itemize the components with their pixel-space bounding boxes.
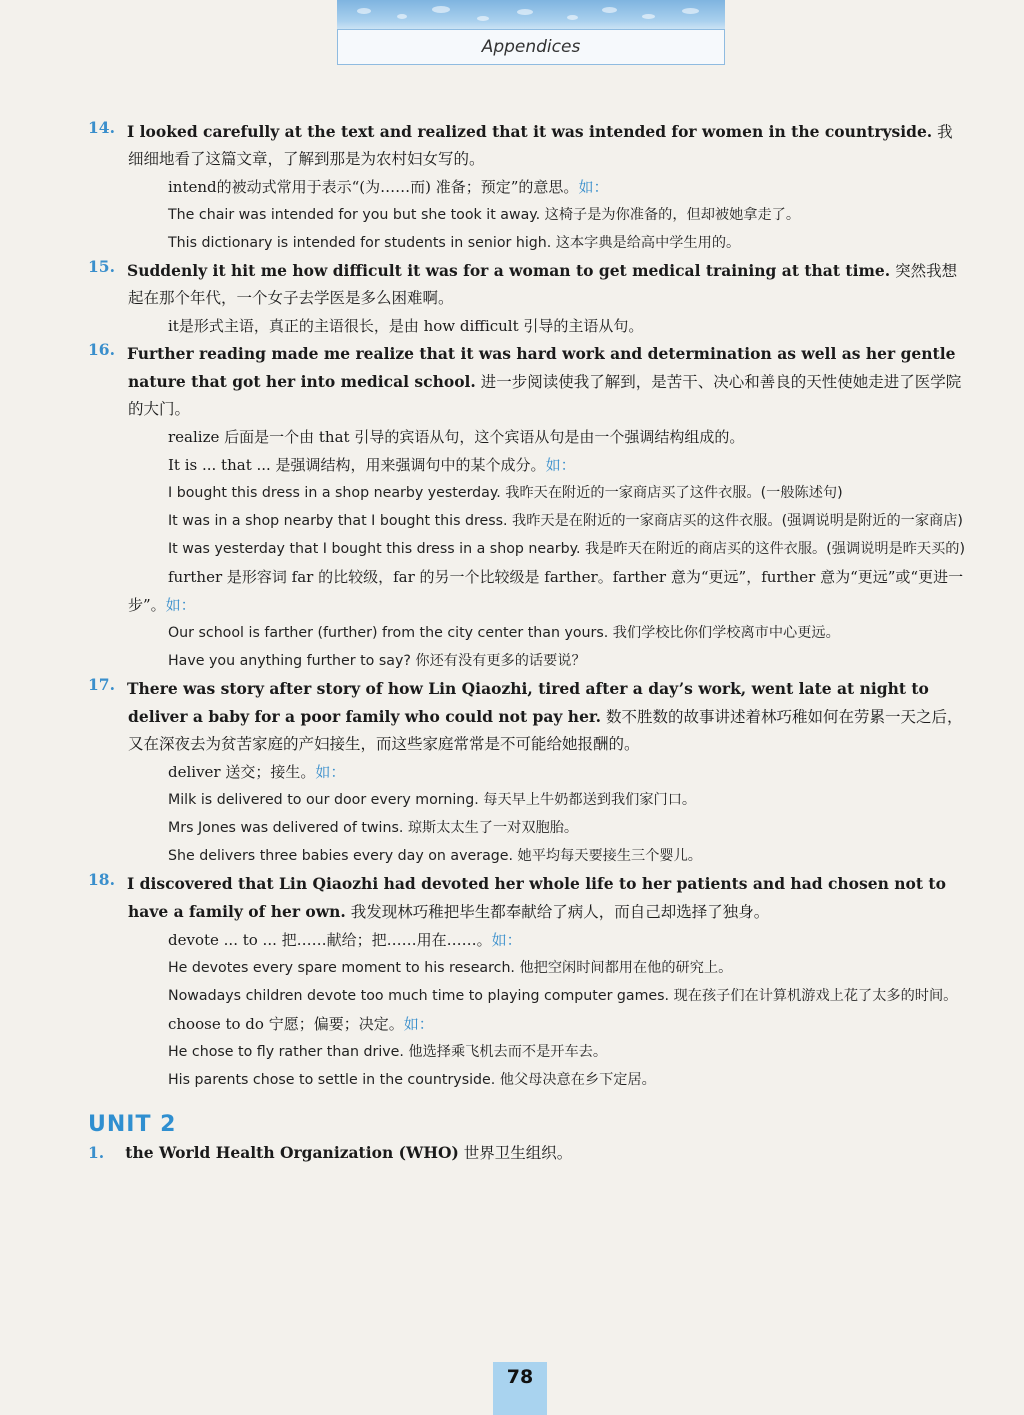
sentence-chinese: 数不胜数的故事讲述着林巧稚如何在劳累一天之后，又在深夜去为贫苦家庭的产妇接生，而这些家庭常常是不可能给她报酬的。: [128, 708, 963, 753]
entry-sentence: [88, 675, 968, 758]
entry-number: 1.: [88, 1143, 105, 1162]
sentence-english: Further reading made me realize that it was hard work and determination as well as her gentle nature that got her into medical school.: [127, 344, 956, 391]
entry-number: 14.: [88, 118, 115, 137]
example-line: This dictionary is intended for students in senior high. 这本字典是给高中学生用的。: [168, 235, 741, 251]
entry-number: 18.: [88, 870, 115, 889]
sentence-english: I looked carefully at the text and realized that it was intended for women in the countryside.: [127, 122, 933, 141]
entry-14: [88, 118, 968, 257]
entry-note: choose to do 宁愿；偏要；决定。如：: [168, 1015, 434, 1033]
entry-16: [88, 340, 968, 675]
example-line: Milk is delivered to our door every morning. 每天早上牛奶都送到我们家门口。: [168, 792, 697, 808]
entry-note: It is ... that ... 是强调结构，用来强调句中的某个成分。如：: [168, 456, 576, 474]
example-line: Our school is farther (further) from the city center than yours. 我们学校比你们学校离市中心更远。: [168, 625, 840, 641]
entry-sentence: [88, 118, 968, 173]
sentence-english: I discovered that Lin Qiaozhi had devoted her whole life to her patients and had chosen not to have a family of her own.: [127, 874, 946, 921]
example-line: It was in a shop nearby that I bought this dress. 我昨天是在附近的一家商店买的这件衣服。(强调说明是附近的一家商店): [168, 513, 963, 529]
entry-number: 16.: [88, 340, 115, 359]
item-english: the World Health Organization (WHO): [125, 1143, 459, 1162]
entry-sentence: [88, 257, 968, 312]
item-chinese: 世界卫生组织。: [463, 1144, 573, 1162]
sentence-chinese: 进一步阅读使我了解到，是苦干、决心和善良的天性使她走进了医学院的大门。: [128, 373, 962, 418]
example-line: Have you anything further to say? 你还有没有更多的话要说？: [168, 653, 586, 669]
example-line: His parents chose to settle in the countryside. 他父母决意在乡下定居。: [168, 1072, 656, 1088]
entry-note: further 是形容词 far 的比较级，far 的另一个比较级是 farther。farther 意为“更远”，further 意为“更远”或“更进一步”。如：: [128, 568, 964, 614]
entry-note: intend的被动式常用于表示“(为……而) 准备；预定”的意思。如：: [168, 178, 609, 196]
example-line: He chose to fly rather than drive. 他选择乘飞机去而不是开车去。: [168, 1044, 608, 1060]
page-content: [88, 118, 968, 1163]
entry-number: 17.: [88, 675, 115, 694]
entry-15: [88, 257, 968, 340]
sentence-chinese: 突然我想起在那个年代，一个女子去学医是多么困难啊。: [128, 262, 958, 307]
page-number: 78: [506, 1366, 534, 1388]
example-line: Mrs Jones was delivered of twins. 琼斯太太生了一对双胞胎。: [168, 820, 579, 836]
entry-note: it是形式主语，真正的主语很长，是由 how difficult 引导的主语从句。: [168, 317, 644, 335]
example-line: It was yesterday that I bought this dress in a shop nearby. 我是昨天在附近的商店买的这件衣服。(强调说明是昨天买的): [168, 541, 965, 557]
running-header: [337, 29, 725, 65]
header-decoration: [337, 0, 725, 30]
entry-18: [88, 870, 968, 1094]
example-line: The chair was intended for you but she took it away. 这椅子是为你准备的，但却被她拿走了。: [168, 207, 801, 223]
sentence-chinese: 我发现林巧稚把毕生都奉献给了病人，而自己却选择了独身。: [350, 903, 770, 921]
unit-item-1: [88, 1141, 968, 1163]
entry-sentence: [88, 340, 968, 423]
sentence-english: Suddenly it hit me how difficult it was for a woman to get medical training at that time.: [127, 261, 891, 280]
entry-17: [88, 675, 968, 870]
example-line: She delivers three babies every day on average. 她平均每天要接生三个婴儿。: [168, 848, 702, 864]
entry-note: realize 后面是一个由 that 引导的宾语从句，这个宾语从句是由一个强调结构组成的。: [168, 428, 745, 446]
example-line: I bought this dress in a shop nearby yesterday. 我昨天在附近的一家商店买了这件衣服。(一般陈述句): [168, 485, 843, 501]
unit-heading: UNIT 2: [88, 1112, 177, 1137]
entry-number: 15.: [88, 257, 115, 276]
page-number-box: [493, 1362, 547, 1415]
example-line: He devotes every spare moment to his research. 他把空闲时间都用在他的研究上。: [168, 960, 733, 976]
example-line: Nowadays children devote too much time to playing computer games. 现在孩子们在计算机游戏上花了太多的时间。: [168, 988, 958, 1004]
sentence-english: There was story after story of how Lin Qiaozhi, tired after a day’s work, went late at night to deliver a baby for a poor family who could not pay her.: [127, 679, 929, 726]
entry-sentence: [88, 870, 968, 926]
entry-note: deliver 送交；接生。如：: [168, 763, 346, 781]
entry-note: devote ... to ... 把……献给；把……用在……。如：: [168, 931, 522, 949]
header-title: Appendices: [481, 37, 581, 57]
sentence-chinese: 我细细地看了这篇文章，了解到那是为农村妇女写的。: [128, 123, 953, 168]
